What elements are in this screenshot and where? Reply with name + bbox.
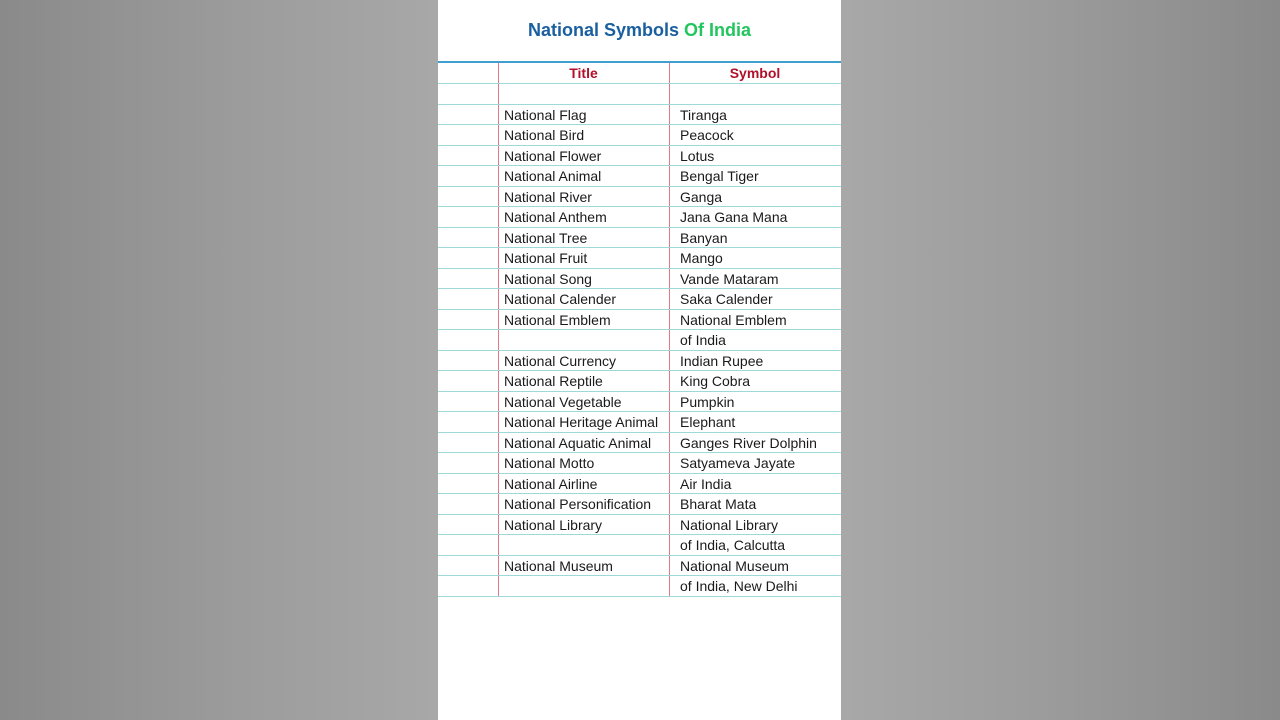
table-row: [438, 329, 841, 350]
table-row: [438, 534, 841, 555]
column-header-title: Title: [569, 65, 598, 81]
table-row: [438, 473, 841, 494]
symbol-cell: of India, New Delhi: [680, 578, 798, 594]
symbol-cell: Vande Mataram: [680, 270, 779, 287]
symbol-cell: Ganges River Dolphin: [680, 434, 817, 451]
page-title: [438, 18, 841, 42]
symbol-cell: Mango: [680, 250, 723, 266]
table-row: [438, 493, 841, 514]
symbol-cell: Tiranga: [680, 106, 727, 123]
symbol-cell: Bengal Tiger: [680, 168, 759, 184]
table-row: [438, 452, 841, 473]
symbol-cell: King Cobra: [680, 373, 751, 389]
table-row: [438, 247, 841, 268]
page-title-part2: Of India: [684, 20, 752, 40]
title-cell: National Song: [504, 270, 592, 287]
title-cell: National Aquatic Animal: [504, 434, 652, 451]
title-cell: National Motto: [504, 455, 595, 471]
table-row: [438, 165, 841, 186]
symbol-cell: Elephant: [680, 414, 736, 430]
symbol-cell: National Museum: [680, 557, 789, 574]
symbol-cell: Jana Gana Mana: [680, 209, 788, 225]
table-row: [438, 514, 841, 535]
table-row: [438, 575, 841, 596]
title-cell: National Fruit: [504, 250, 588, 266]
title-cell: National Library: [504, 516, 603, 533]
document-sheet: [438, 0, 841, 720]
column-header-symbol: Symbol: [729, 65, 781, 81]
symbol-cell: Banyan: [680, 229, 728, 246]
symbol-cell: Saka Calender: [680, 291, 773, 307]
title-cell: National Heritage Animal: [504, 414, 659, 430]
table-row: [438, 391, 841, 412]
title-cell: National Tree: [504, 229, 588, 246]
title-cell: National River: [504, 188, 592, 205]
title-cell: National Animal: [504, 168, 602, 184]
table-row: [438, 370, 841, 391]
symbol-cell: National Emblem: [680, 311, 787, 328]
table-row: [438, 288, 841, 309]
symbol-cell: National Library: [680, 516, 779, 533]
symbol-cell: Indian Rupee: [680, 352, 764, 369]
table-row: [438, 411, 841, 432]
title-cell: National Currency: [504, 352, 617, 369]
symbol-cell: Peacock: [680, 127, 734, 143]
table-row: [438, 350, 841, 371]
symbol-cell: Lotus: [680, 147, 715, 164]
blurred-background-right: [841, 0, 1280, 720]
table-row: [438, 145, 841, 166]
symbol-cell: of India, Calcutta: [680, 537, 786, 553]
table-row: [438, 186, 841, 207]
symbol-cell: Air India: [680, 475, 732, 492]
title-cell: National Vegetable: [504, 393, 622, 410]
symbol-cell: Bharat Mata: [680, 496, 757, 512]
table-row: [438, 206, 841, 227]
symbol-cell: of India: [680, 332, 726, 348]
symbol-cell: Satyameva Jayate: [680, 455, 796, 471]
table-row: [438, 83, 841, 104]
table-row: [438, 309, 841, 330]
title-cell: National Emblem: [504, 311, 611, 328]
table-row: [438, 124, 841, 145]
symbol-cell: Ganga: [680, 188, 723, 205]
title-cell: National Flower: [504, 147, 602, 164]
title-cell: National Personification: [504, 496, 652, 512]
symbol-cell: Pumpkin: [680, 393, 735, 410]
table-row: [438, 555, 841, 576]
title-cell: National Reptile: [504, 373, 603, 389]
title-cell: National Calender: [504, 291, 617, 307]
title-cell: National Bird: [504, 127, 585, 143]
table-row: [438, 227, 841, 248]
blurred-background-left: [0, 0, 438, 720]
table-row: [438, 268, 841, 289]
title-cell: National Airline: [504, 475, 598, 492]
title-cell: National Anthem: [504, 209, 607, 225]
table-row: [438, 104, 841, 125]
title-cell: National Museum: [504, 557, 613, 574]
table-row: [438, 432, 841, 453]
page-title-part1: National Symbols: [527, 20, 679, 40]
title-cell: National Flag: [504, 106, 587, 123]
